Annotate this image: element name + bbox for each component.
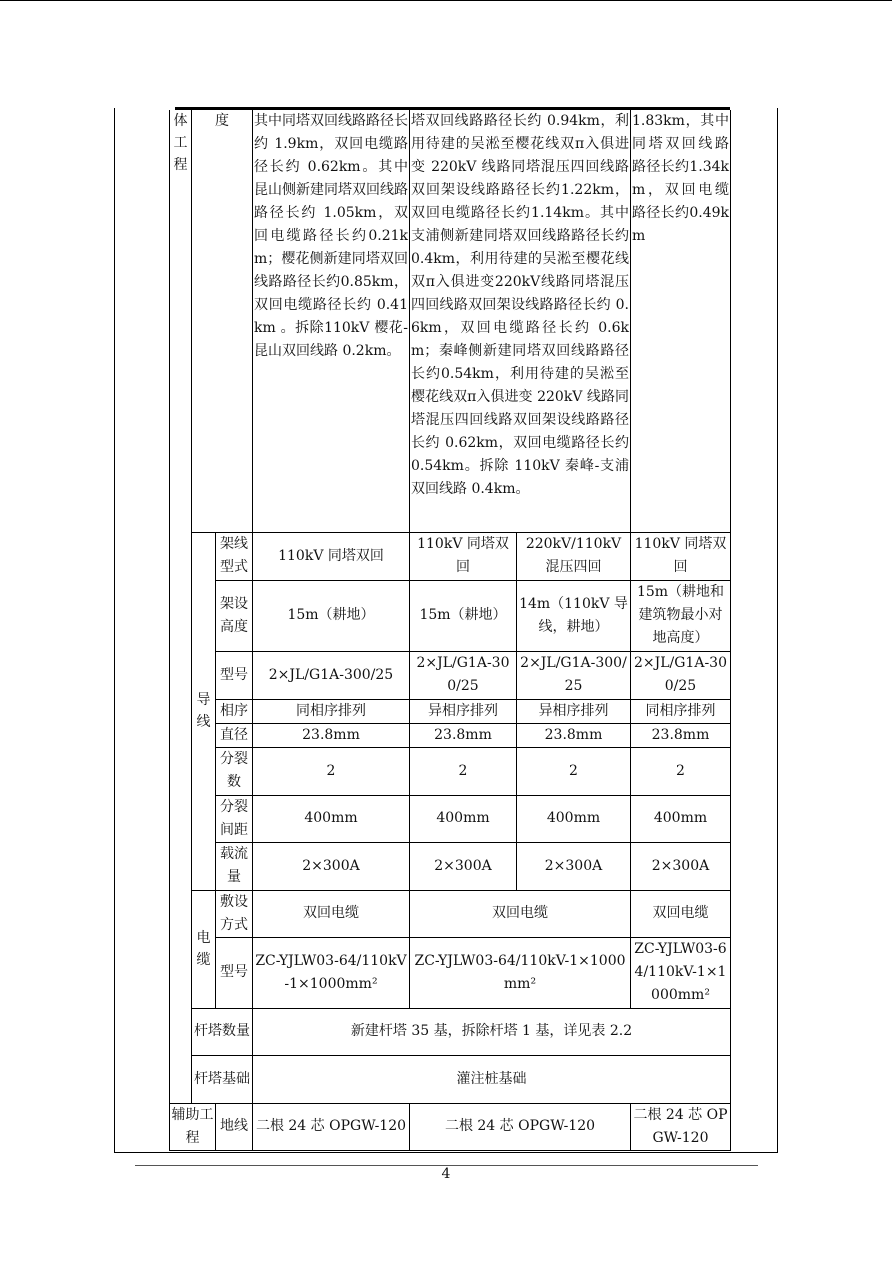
tower-count-row bbox=[170, 1008, 731, 1055]
conductor-value: 异相序排列 bbox=[410, 699, 517, 723]
conductor-value: 2 bbox=[410, 747, 517, 795]
page-top-border bbox=[0, 0, 892, 1]
cable-label-2: 型号 bbox=[216, 937, 253, 1008]
ground-wire-value: 二根 24 芯 OPGW-120 bbox=[253, 1103, 410, 1150]
tower-foundation-row bbox=[170, 1055, 731, 1103]
ground-wire-value: 二根 24 芯 OPGW-120 bbox=[410, 1103, 631, 1150]
length-text-2: 塔双回线路路径长约 0.94km，利用待建的吴淞至樱花线双π入俱进变 220kV 线路同塔混压四回线路双回架设线路路径长约1.22km，双回电缆路径长约1.14km。其中支浦侧新建同塔双回线路路径长约 0.4km，利用待建的吴淞至樱花线双π入俱进变220kV线路同塔混压四回线路双回架设线路路径长约 0.6km，双回电缆路径长约 0.6km；秦峰侧新建同塔双回线路路径长约0.54km，利用待建的吴淞至樱花线双π入俱进变 220kV 线路同塔混压四回线路双回架设线路路径长约 0.62km，双回电缆路径长约 0.54km。拆除 110kV 秦峰-支浦双回线路 0.4km。 bbox=[410, 110, 631, 532]
body-engineering-label bbox=[170, 110, 192, 1103]
conductor-label-7: 分裂间距 bbox=[216, 795, 253, 842]
cable-row-2 bbox=[170, 937, 731, 1008]
ground-wire-value: 二根 24 芯 OPGW-120 bbox=[631, 1103, 731, 1150]
cable-value: 双回电缆 bbox=[253, 890, 410, 937]
project-parameters-table bbox=[169, 110, 731, 1151]
conductor-value: 14m（110kV 导线，耕地） bbox=[517, 580, 631, 651]
conductor-value: 异相序排列 bbox=[517, 699, 631, 723]
route-length-row bbox=[170, 110, 731, 532]
conductor-value: 2×300A bbox=[631, 842, 731, 890]
conductor-value: 同相序排列 bbox=[253, 699, 410, 723]
conductor-label-8: 载流量 bbox=[216, 842, 253, 890]
ground-wire-row bbox=[170, 1103, 731, 1150]
conductor-label-4: 相序 bbox=[216, 699, 253, 723]
conductor-group-label: 导线 bbox=[192, 532, 216, 890]
ground-wire-label: 地线 bbox=[216, 1103, 253, 1150]
conductor-value: 15m（耕地和建筑物最小对地高度） bbox=[631, 580, 731, 651]
conductor-value: 23.8mm bbox=[517, 723, 631, 747]
tower-foundation-label: 杆塔基础 bbox=[192, 1055, 253, 1103]
conductor-row-8 bbox=[170, 842, 731, 890]
conductor-row-6 bbox=[170, 747, 731, 795]
conductor-value: 23.8mm bbox=[631, 723, 731, 747]
aux-engineering-label: 辅助工程 bbox=[170, 1103, 216, 1150]
conductor-value: 400mm bbox=[517, 795, 631, 842]
conductor-value: 2×JL/G1A-300/25 bbox=[517, 651, 631, 699]
conductor-value: 220kV/110kV 混压四回 bbox=[517, 532, 631, 580]
conductor-row-7 bbox=[170, 795, 731, 842]
tower-foundation-value: 灌注桩基础 bbox=[253, 1055, 731, 1103]
conductor-label-5: 直径 bbox=[216, 723, 253, 747]
conductor-value: 23.8mm bbox=[253, 723, 410, 747]
length-label: 度 bbox=[215, 113, 229, 129]
conductor-value: 2×JL/G1A-300/25 bbox=[410, 651, 517, 699]
conductor-value: 同相序排列 bbox=[631, 699, 731, 723]
conductor-row-5 bbox=[170, 723, 731, 747]
cable-value: ZC-YJLW03-64/110kV-1×1000mm² bbox=[253, 937, 410, 1008]
conductor-row-2 bbox=[170, 580, 731, 651]
conductor-value: 110kV 同塔双回 bbox=[631, 532, 731, 580]
conductor-value: 400mm bbox=[631, 795, 731, 842]
conductor-label-2: 架设高度 bbox=[216, 580, 253, 651]
conductor-value: 2×300A bbox=[410, 842, 517, 890]
conductor-value: 15m（耕地） bbox=[253, 580, 410, 651]
body-engineering-text: 体工程 bbox=[173, 113, 188, 173]
conductor-row-4 bbox=[170, 699, 731, 723]
cable-value: 双回电缆 bbox=[631, 890, 731, 937]
length-text-1: 其中同塔双回线路路径长约 1.9km，双回电缆路径长约 0.62km。其中昆山侧新建同塔双回线路路径长约 1.05km，双回电缆路径长约0.21km；樱花侧新建同塔双回线路路径长约0.85km，双回电缆路径长约 0.41km 。拆除110kV 樱花-昆山双回线路 0.2km。 bbox=[253, 110, 410, 532]
length-label-cell bbox=[192, 110, 253, 532]
conductor-label-6: 分裂数 bbox=[216, 747, 253, 795]
conductor-row-3 bbox=[170, 651, 731, 699]
conductor-value: 110kV 同塔双回 bbox=[253, 532, 410, 580]
tower-count-label: 杆塔数量 bbox=[192, 1008, 253, 1055]
conductor-value: 2 bbox=[517, 747, 631, 795]
page-number: 4 bbox=[441, 1166, 451, 1182]
conductor-value: 400mm bbox=[253, 795, 410, 842]
conductor-value: 2×JL/G1A-300/25 bbox=[631, 651, 731, 699]
cable-value: ZC-YJLW03-64/110kV-1×1000mm² bbox=[410, 937, 631, 1008]
conductor-value: 2×300A bbox=[517, 842, 631, 890]
conductor-row-1 bbox=[170, 532, 731, 580]
conductor-label-1: 架线型式 bbox=[216, 532, 253, 580]
conductor-label-3: 型号 bbox=[216, 651, 253, 699]
conductor-value: 23.8mm bbox=[410, 723, 517, 747]
conductor-value: 110kV 同塔双回 bbox=[410, 532, 517, 580]
cable-value: ZC-YJLW03-64/110kV-1×1000mm² bbox=[631, 937, 731, 1008]
cable-row-1 bbox=[170, 890, 731, 937]
cable-value: 双回电缆 bbox=[410, 890, 631, 937]
conductor-value: 2×300A bbox=[253, 842, 410, 890]
conductor-value: 2×JL/G1A-300/25 bbox=[253, 651, 410, 699]
conductor-value: 2 bbox=[631, 747, 731, 795]
tower-count-value: 新建杆塔 35 基，拆除杆塔 1 基，详见表 2.2 bbox=[253, 1008, 731, 1055]
conductor-value: 400mm bbox=[410, 795, 517, 842]
length-text-3: 1.83km，其中同塔双回线路路径长约1.34km，双回电缆路径长约0.49km bbox=[631, 110, 731, 532]
conductor-value: 15m（耕地） bbox=[410, 580, 517, 651]
cable-label-1: 敷设方式 bbox=[216, 890, 253, 937]
conductor-value: 2 bbox=[253, 747, 410, 795]
cable-group-label: 电缆 bbox=[192, 890, 216, 1008]
